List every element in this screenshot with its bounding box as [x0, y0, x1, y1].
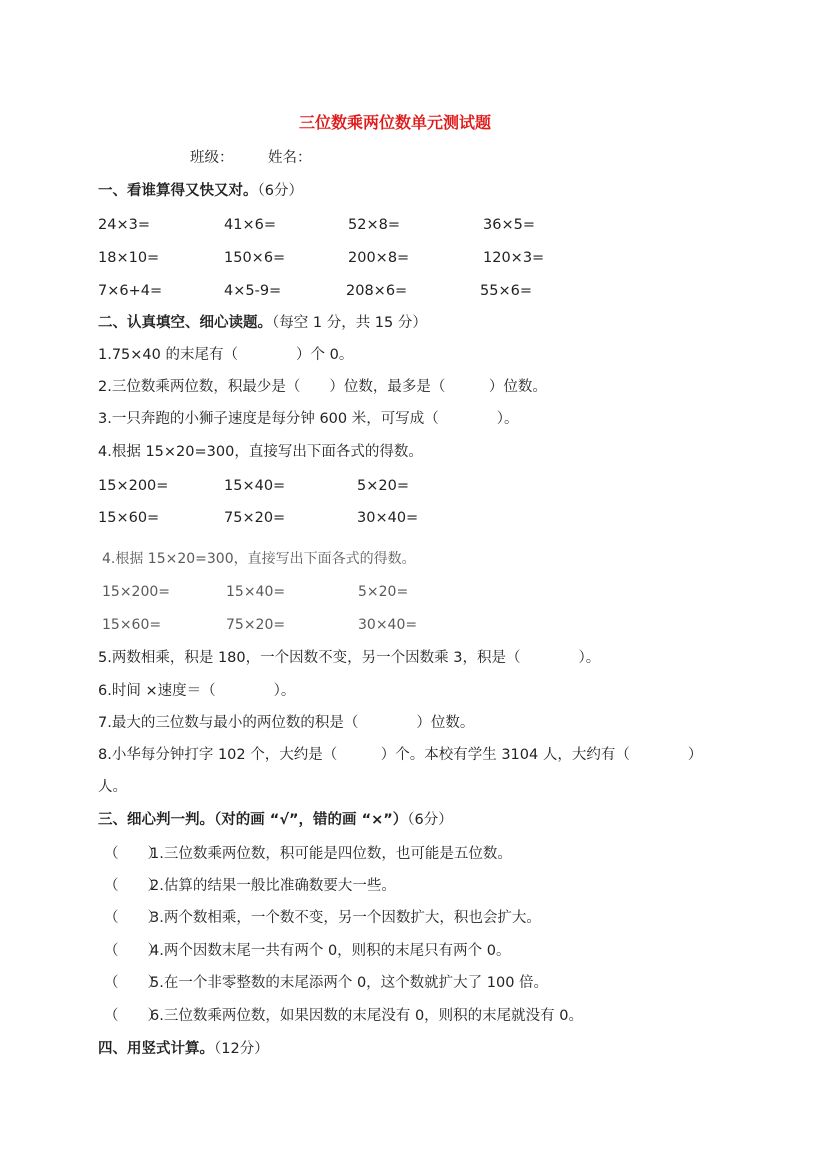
question-2: 2.三位数乘两位数，积最少是（ ）位数，最多是（ ）位数。 — [98, 379, 547, 395]
section4-heading — [98, 1039, 269, 1059]
section3-points: （6分） — [407, 812, 453, 828]
calc-item: 75×20= — [226, 617, 286, 633]
question-6: 6.时间 ×速度＝（ ）。 — [98, 683, 296, 699]
calc-item: 30×40= — [358, 617, 418, 633]
calc-item: 5×20= — [358, 584, 409, 600]
judge-text: 3.两个数相乘，一个数不变，另一个因数扩大，积也会扩大。 — [150, 910, 541, 926]
calc-item: 4×5-9= — [224, 283, 282, 299]
answer-paren[interactable]: （ ） — [104, 910, 162, 926]
calc-item: 18×10= — [98, 250, 160, 266]
section3-heading-text: 三、细心判一判。（对的画 “√”，错的画 “×”） — [98, 812, 408, 828]
judge-text: 2.估算的结果一般比准确数要大一些。 — [150, 878, 396, 894]
answer-paren[interactable]: （ ） — [104, 943, 162, 959]
calc-item: 5×20= — [357, 478, 409, 494]
judge-item — [104, 844, 512, 864]
question-7: 7.最大的三位数与最小的两位数的积是（ ）位数。 — [98, 715, 475, 731]
calc-item: 15×40= — [224, 478, 286, 494]
calc-item: 36×5= — [483, 217, 535, 233]
answer-paren[interactable]: （ ） — [104, 975, 162, 991]
calc-item: 120×3= — [483, 250, 545, 266]
calc-item: 208×6= — [346, 283, 408, 299]
question-1: 1.75×40 的末尾有（ ）个 0。 — [98, 347, 354, 363]
calc-item: 52×8= — [348, 217, 400, 233]
calc-item: 15×60= — [102, 617, 162, 633]
judge-text: 6.三位数乘两位数，如果因数的末尾没有 0，则积的末尾就没有 0。 — [150, 1008, 584, 1024]
class-label: 班级： — [190, 150, 234, 166]
answer-paren[interactable]: （ ） — [104, 846, 162, 862]
judge-item — [104, 941, 511, 961]
section2-heading — [98, 313, 427, 333]
judge-text: 5.在一个非零整数的末尾添两个 0，这个数就扩大了 100 倍。 — [150, 975, 549, 991]
judge-text: 1.三位数乘两位数，积可能是四位数，也可能是五位数。 — [150, 846, 512, 862]
question-4-repeat-intro: 4.根据 15×20=300，直接写出下面各式的得数。 — [102, 551, 416, 567]
calc-item: 15×200= — [102, 584, 170, 600]
section1-heading — [98, 181, 303, 201]
calc-item: 30×40= — [357, 510, 419, 526]
calc-item: 7×6+4= — [98, 283, 163, 299]
section4-points: （12分） — [214, 1041, 269, 1057]
calc-item: 75×20= — [224, 510, 286, 526]
question-5: 5.两数相乘，积是 180，一个因数不变，另一个因数乘 3，积是（ ）。 — [98, 650, 601, 666]
section2-heading-text: 二、认真填空、细心读题。 — [98, 315, 272, 331]
calc-item: 15×60= — [98, 510, 160, 526]
judge-item — [104, 973, 548, 993]
question-8-line2: 人。 — [98, 779, 127, 795]
judge-item — [104, 908, 541, 928]
calc-item: 150×6= — [224, 250, 286, 266]
calc-item: 24×3= — [98, 217, 150, 233]
answer-paren[interactable]: （ ） — [104, 878, 162, 894]
question-4-intro: 4.根据 15×20=300，直接写出下面各式的得数。 — [98, 444, 423, 460]
question-3: 3.一只奔跑的小狮子速度是每分钟 600 米，可写成（ ）。 — [98, 411, 519, 427]
section4-heading-text: 四、用竖式计算。 — [98, 1041, 214, 1057]
judge-item — [104, 876, 396, 896]
calc-item: 15×40= — [226, 584, 286, 600]
calc-item: 55×6= — [480, 283, 532, 299]
section1-heading-text: 一、看谁算得又快又对。 — [98, 183, 258, 199]
judge-text: 4.两个因数末尾一共有两个 0，则积的末尾只有两个 0。 — [150, 943, 511, 959]
name-label: 姓名： — [268, 150, 312, 166]
calc-item: 15×200= — [98, 478, 169, 494]
question-8-line1: 8.小华每分钟打字 102 个，大约是（ ）个。本校有学生 3104 人，大约有（ ） — [98, 747, 703, 763]
section3-heading — [98, 810, 453, 830]
calc-item: 41×6= — [224, 217, 276, 233]
page-title: 三位数乘两位数单元测试题 — [299, 113, 492, 132]
section2-points: （每空 1 分，共 15 分） — [272, 315, 427, 331]
judge-item — [104, 1006, 583, 1026]
section1-points: （6分） — [257, 183, 303, 199]
calc-item: 200×8= — [348, 250, 410, 266]
answer-paren[interactable]: （ ） — [104, 1008, 162, 1024]
